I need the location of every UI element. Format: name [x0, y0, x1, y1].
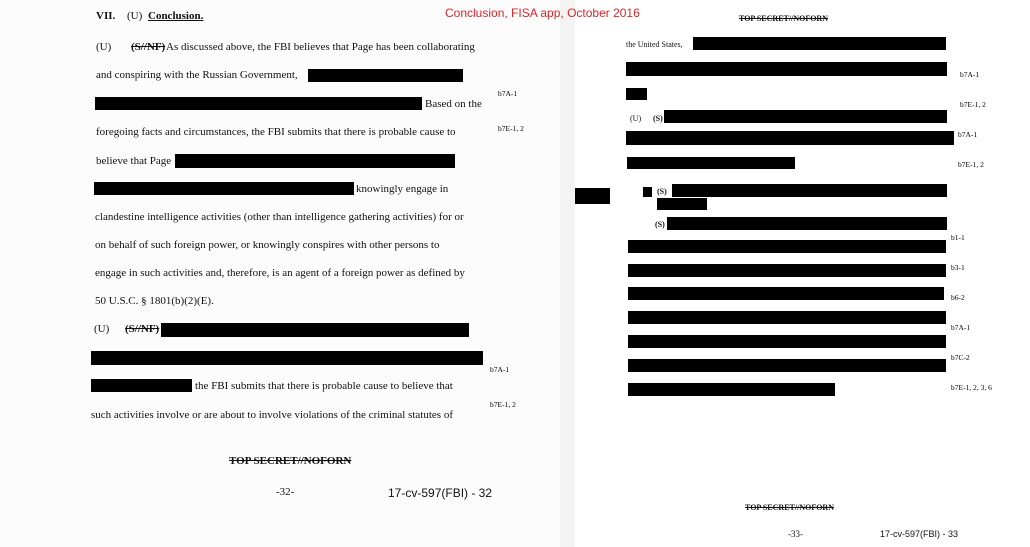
redaction [628, 383, 835, 396]
margin-code: b7E-1, 2 [960, 100, 986, 109]
redaction [643, 187, 652, 197]
section-title: Conclusion. [148, 10, 204, 22]
margin-codes-2 [490, 345, 516, 430]
para1-line7: clandestine intelligence activities (other than intelligence gathering activities) for or [95, 211, 464, 223]
redaction [575, 188, 610, 204]
margin-code: b7A-1 [951, 323, 971, 332]
para1-line6: knowingly engage in [356, 183, 449, 195]
para1-line1: As discussed above, the FBI believes that Page has been collaborating [166, 41, 475, 53]
redaction [672, 184, 947, 197]
page-gutter [560, 0, 575, 547]
redaction [628, 287, 944, 300]
redaction [627, 157, 795, 169]
margin-code: b7E-1, 2 [498, 124, 524, 133]
redaction [628, 311, 946, 324]
para2-marking: (U) [94, 323, 110, 335]
para2-line3: the FBI submits that there is probable cause to believe that [195, 380, 453, 392]
header-classification: TOP SECRET//NOFORN [739, 14, 828, 23]
para1-line4: foregoing facts and circumstances, the FBI submits that there is probable cause to [96, 126, 456, 138]
redaction [667, 217, 947, 230]
redaction [628, 264, 946, 277]
para2-line4: such activities involve or are about to involve violations of the criminal statutes of [91, 409, 453, 421]
margin-code: b7A-1 [490, 365, 510, 374]
para1-line10: 50 U.S.C. § 1801(b)(2)(E). [95, 295, 214, 307]
para1-class-mark: (S//NF) [131, 41, 166, 53]
redaction [626, 131, 954, 145]
margin-code: b1-1 [951, 233, 965, 242]
margin-code: b7A-1 [498, 89, 518, 98]
section-number: VII. [96, 10, 116, 22]
margin-code: b7A-1 [958, 130, 978, 139]
right-margin-codes-2 [958, 110, 984, 190]
right-para4-mark: (S) [655, 220, 665, 229]
redaction [657, 198, 707, 210]
margin-code: b3-1 [951, 263, 965, 272]
right-para2-marking: (U) [630, 114, 642, 123]
redaction [91, 351, 483, 365]
margin-code: b7C-2 [951, 353, 970, 362]
para2-class-mark: (S//NF) [125, 323, 160, 335]
redaction [308, 69, 463, 82]
annotation-label: Conclusion, FISA app, October 2016 [445, 6, 640, 20]
para1-line8: on behalf of such foreign power, or knowingly conspires with other persons to [95, 239, 440, 251]
margin-code: b6-2 [951, 293, 965, 302]
margin-code: b7E-1, 2 [490, 400, 516, 409]
redaction [161, 323, 469, 337]
redaction [91, 379, 192, 392]
right-margin-codes-3 [951, 213, 992, 413]
para1-line9: engage in such activities and, therefore, is an agent of a foreign power as defined by [95, 267, 465, 279]
right-para2-mark: (S) [653, 114, 663, 123]
redaction [94, 182, 354, 195]
para1-line5: believe that Page [96, 155, 172, 167]
para1-marking: (U) [96, 41, 112, 53]
page-number: -33- [788, 529, 803, 539]
bates-number: 17-cv-597(FBI) - 33 [880, 529, 959, 539]
margin-codes-1 [498, 69, 524, 154]
redaction [693, 37, 946, 50]
margin-code: b7E-1, 2, 3, 6 [951, 383, 992, 392]
redaction [175, 154, 455, 168]
redaction [628, 359, 946, 372]
section-marking: (U) [127, 10, 143, 22]
para1-line2: and conspiring with the Russian Government, [96, 69, 298, 81]
page-33 [575, 0, 1030, 547]
right-line1: the United States, [626, 40, 683, 49]
redaction [95, 97, 422, 110]
redaction [626, 62, 947, 76]
footer-classification: TOP SECRET//NOFORN [229, 455, 352, 467]
redaction [664, 110, 947, 123]
right-para3-mark: (S) [657, 187, 667, 196]
margin-code: b7A-1 [960, 70, 980, 79]
redaction [628, 240, 946, 253]
margin-code: b7E-1, 2 [958, 160, 984, 169]
page-number: -32- [276, 486, 295, 498]
footer-classification: TOP SECRET//NOFORN [745, 503, 834, 512]
redaction [628, 335, 946, 348]
bates-number: 17-cv-597(FBI) - 32 [388, 486, 493, 500]
redaction [626, 88, 647, 100]
para1-line3: Based on the [425, 98, 482, 110]
